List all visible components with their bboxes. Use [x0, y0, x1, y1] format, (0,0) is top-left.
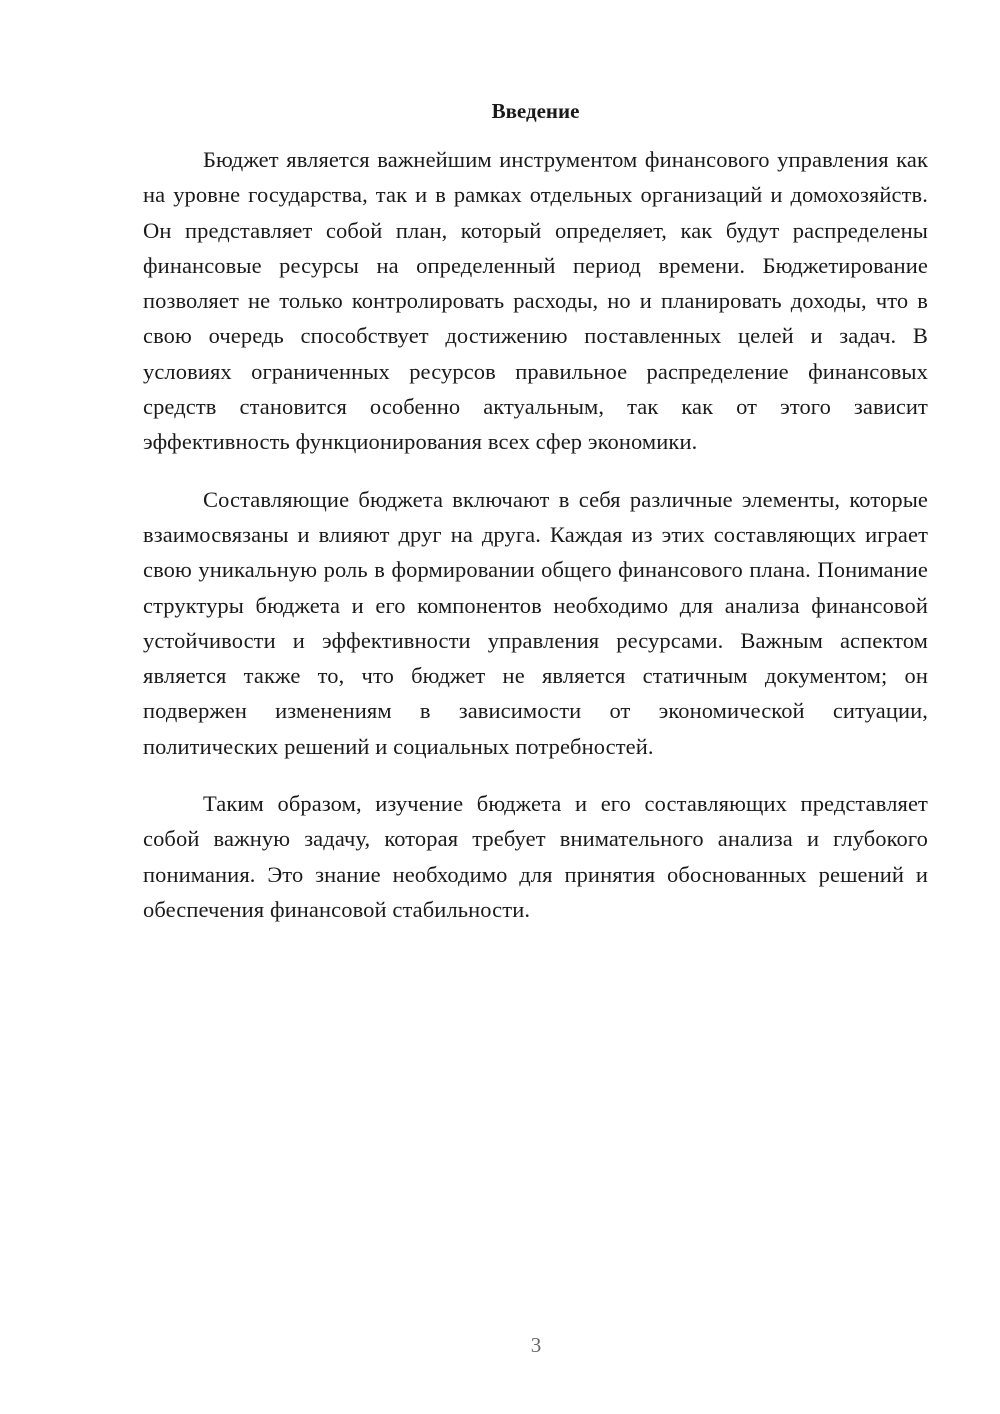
paragraph-2: Составляющие бюджета включают в себя различные элементы, которые взаимосвязаны и влияют друг на друга. Каждая из этих составляющих играет свою уникальную роль в формировании общего финансового плана. Понимание структуры бюджета и его компонентов необходимо для анализа финансовой устойчивости и эффективности управления ресурсами. Важным аспектом является также то, что бюджет не является статичным документом; он подвержен изменениям в зависимости от экономической ситуации, политических решений и социальных потребностей. — [143, 486, 928, 759]
page-content — [143, 95, 928, 949]
section-heading: Введение — [491, 99, 580, 123]
paragraph-3: Таким образом, изучение бюджета и его составляющих представляет собой важную задачу, которая требует внимательного анализа и глубокого понимания. Это знание необходимо для принятия обоснованных решений и обеспечения финансовой стабильности. — [143, 791, 928, 922]
paragraph-1: Бюджет является важнейшим инструментом финансового управления как на уровне государства, так и в рамках отдельных организаций и домохозяйств. Он представляет собой план, который определяет, как будут распределены финансовые ресурсы на определенный период времени. Бюджетирование позволяет не только контролировать расходы, но и планировать доходы, что в свою очередь способствует достижению поставленных целей и задач. В условиях ограниченных ресурсов правильное распределение финансовых средств становится особенно актуальным, так как от этого зависит эффективность функционирования всех сфер экономики. — [143, 147, 928, 455]
page-number: 3 — [530, 1333, 542, 1357]
